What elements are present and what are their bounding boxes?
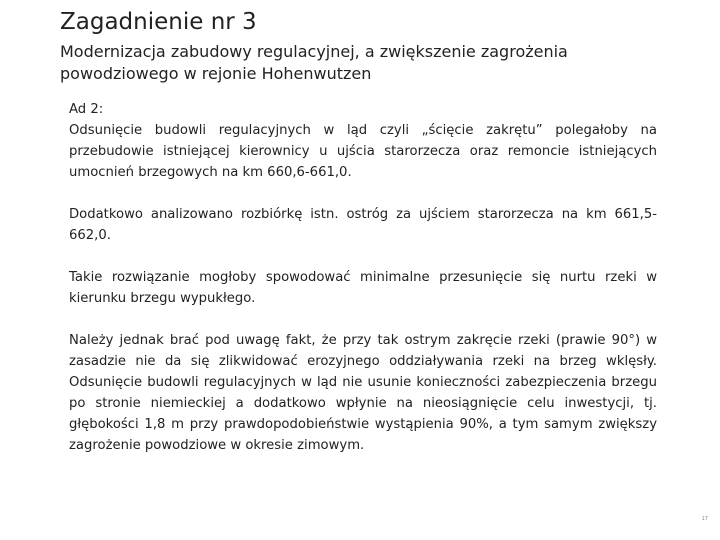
paragraph-text: Takie rozwiązanie mogłoby spowodować minimalne przesunięcie się nurtu rzeki w kierunku brzegu wypukłego. bbox=[69, 270, 657, 306]
paragraph-nalezy bbox=[69, 330, 657, 456]
paragraph-text: Dodatkowo analizowano rozbiórkę istn. ostróg za ujściem starorzecza na km 661,5-662,0. bbox=[69, 207, 657, 243]
slide-subtitle: Modernizacja zabudowy regulacyjnej, a zwiększenie zagrożenia powodziowego w rejonie Hohenwutzen bbox=[60, 42, 568, 83]
paragraph-heading: Ad 2: bbox=[69, 102, 104, 117]
paragraph-dodatkowo bbox=[69, 204, 657, 246]
paragraph-text: Odsunięcie budowli regulacyjnych w ląd czyli „ścięcie zakrętu” polegałoby na przebudowie istniejącej kierownicy u ujścia starorzecza oraz remoncie istniejących umocnień brzegowych na km 660,6-661,0. bbox=[69, 123, 657, 180]
paragraph-ad2 bbox=[69, 99, 657, 183]
page-number: 17 bbox=[701, 516, 708, 522]
paragraph-rozwiazanie bbox=[69, 267, 657, 309]
slide-body bbox=[69, 99, 657, 477]
slide-title: Zagadnienie nr 3 bbox=[60, 9, 257, 35]
paragraph-text: Należy jednak brać pod uwagę fakt, że przy tak ostrym zakręcie rzeki (prawie 90°) w zasadzie nie da się zlikwidować erozyjnego oddziaływania rzeki na brzeg wklęsły. Odsunięcie budowli regulacyjnych w ląd nie usunie konieczności zabezpieczenia brzegu po stronie niemieckiej a dodatkowo wpłynie na nieosiągnięcie celu inwestycji, tj. głębokości 1,8 m przy prawdopodobieństwie wystąpienia 90%, a tym samym zwiększy zagrożenie powodziowe w okresie zimowym. bbox=[69, 333, 657, 453]
